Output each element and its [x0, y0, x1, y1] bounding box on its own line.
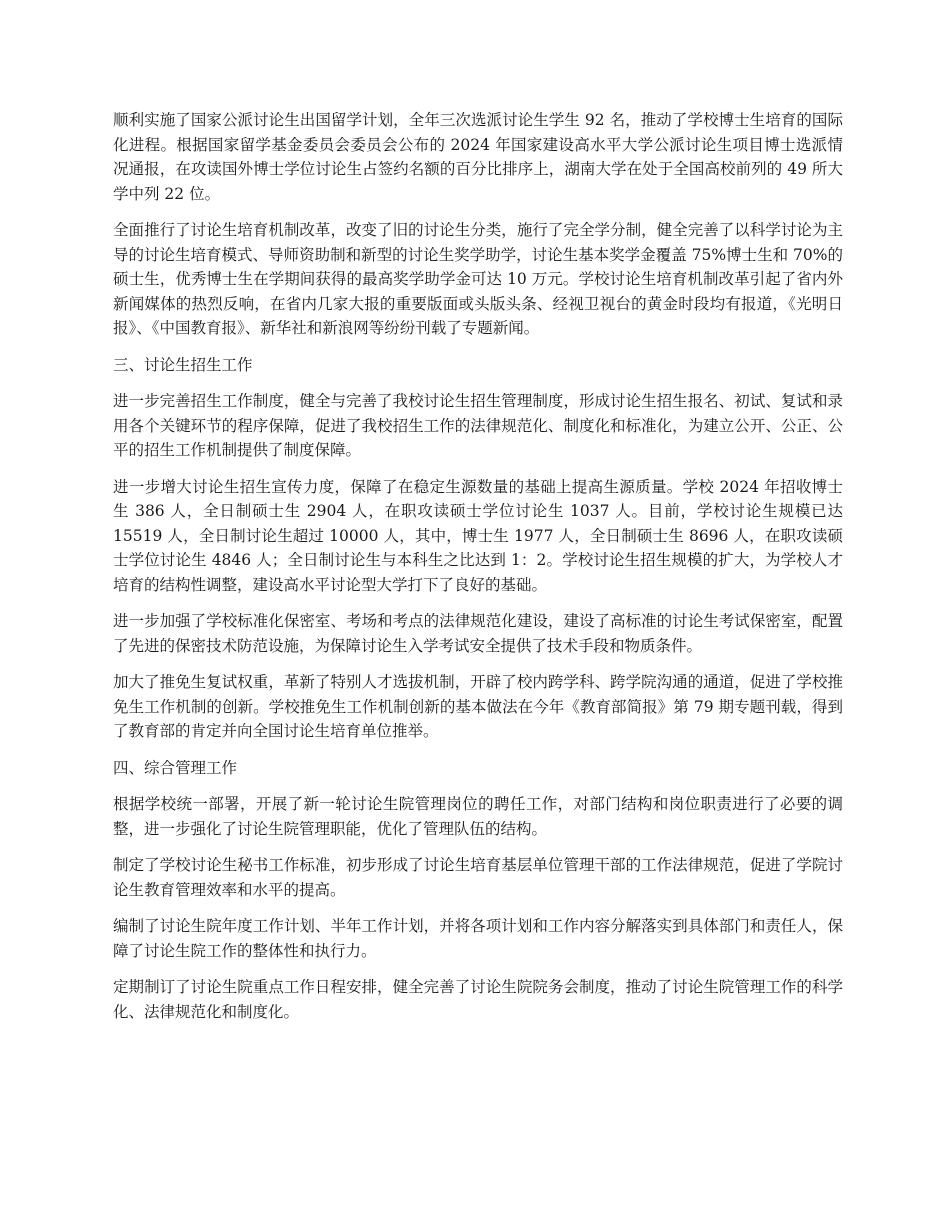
paragraph-work-plans: 编制了讨论生院年度工作计划、半年工作计划，并将各项计划和工作内容分解落实到具体部门和责任人，保障了讨论生院工作的整体性和执行力。 [113, 917, 843, 960]
paragraph-schedule: 定期制订了讨论生院重点工作日程安排，健全完善了讨论生院院务会制度，推动了讨论生院管理工作的科学化、法律规范化和制度化。 [113, 978, 843, 1021]
section-heading-management: 四、综合管理工作 [113, 758, 238, 777]
paragraph-staff-appointment: 根据学校统一部署，开展了新一轮讨论生院管理岗位的聘任工作，对部门结构和岗位职责进行了必要的调整，进一步强化了讨论生院管理职能，优化了管理队伍的结构。 [113, 795, 843, 838]
paragraph-exam-security: 进一步加强了学校标准化保密室、考场和考点的法律规范化建设，建设了高标准的讨论生考试保密室，配置了先进的保密技术防范设施，为保障讨论生入学考试安全提供了技术手段和物质条件。 [113, 612, 843, 655]
paragraph-admissions-system: 进一步完善招生工作制度，健全与完善了我校讨论生招生管理制度，形成讨论生招生报名、初试、复试和录用各个关键环节的程序保障，促进了我校招生工作的法律规范化、制度化和标准化，为建立公开、公正、公平的招生工作机制提供了制度保障。 [113, 392, 843, 459]
section-heading-admissions: 三、讨论生招生工作 [113, 355, 253, 374]
paragraph-secretary-standards: 制定了学校讨论生秘书工作标准，初步形成了讨论生培育基层单位管理干部的工作法律规范，促进了学院讨论生教育管理效率和水平的提高。 [113, 856, 843, 899]
document-page [113, 108, 843, 1036]
paragraph-international-study: 顺利实施了国家公派讨论生出国留学计划，全年三次选派讨论生学生 92 名，推动了学校博士生培育的国际化进程。根据国家留学基金委员会委员会公布的 2024 年国家建设高水平大学公派讨论生项目博士选派情况通报，在攻读国外博士学位讨论生占签约名额的百分比排序上，湖南大学在处于全国高校前列的 49 所大学中列 22 位。 [113, 111, 843, 203]
paragraph-admissions-publicity: 进一步增大讨论生招生宣传力度，保障了在稳定生源数量的基础上提高生源质量。学校 2024 年招收博士生 386 人，全日制硕士生 2904 人，在职攻读硕士学位讨论生 1037 人。目前，学校讨论生规模已达 15519 人，全日制讨论生超过 10000 人，其中，博士生 1977 人，全日制硕士生 8696 人，在职攻读硕士学位讨论生 4846 人；全日制讨论生与本科生之比达到 1：2。学校讨论生招生规模的扩大，为学校人才培育的结构性调整，建设高水平讨论型大学打下了良好的基础。 [113, 477, 843, 594]
paragraph-training-reform: 全面推行了讨论生培育机制改革，改变了旧的讨论生分类，施行了完全学分制，健全完善了以科学讨论为主导的讨论生培育模式、导师资助制和新型的讨论生奖学助学，讨论生基本奖学金覆盖 75%博士生和 70%的硕士生，优秀博士生在学期间获得的最高奖学助学金可达 10 万元。学校讨论生培育机制改革引起了省内外新闻媒体的热烈反响，在省内几家大报的重要版面或头版头条、经视卫视台的黄金时段均有报道，《光明日报》、《中国教育报》、新华社和新浪网等纷纷刊载了专题新闻。 [113, 221, 843, 337]
paragraph-recommended-students: 加大了推免生复试权重，革新了特别人才选拔机制，开辟了校内跨学科、跨学院沟通的通道，促进了学校推免生工作机制的创新。学校推免生工作机制创新的基本做法在今年《教育部简报》第 79 期专题刊载，得到了教育部的肯定并向全国讨论生培育单位推举。 [113, 673, 843, 740]
